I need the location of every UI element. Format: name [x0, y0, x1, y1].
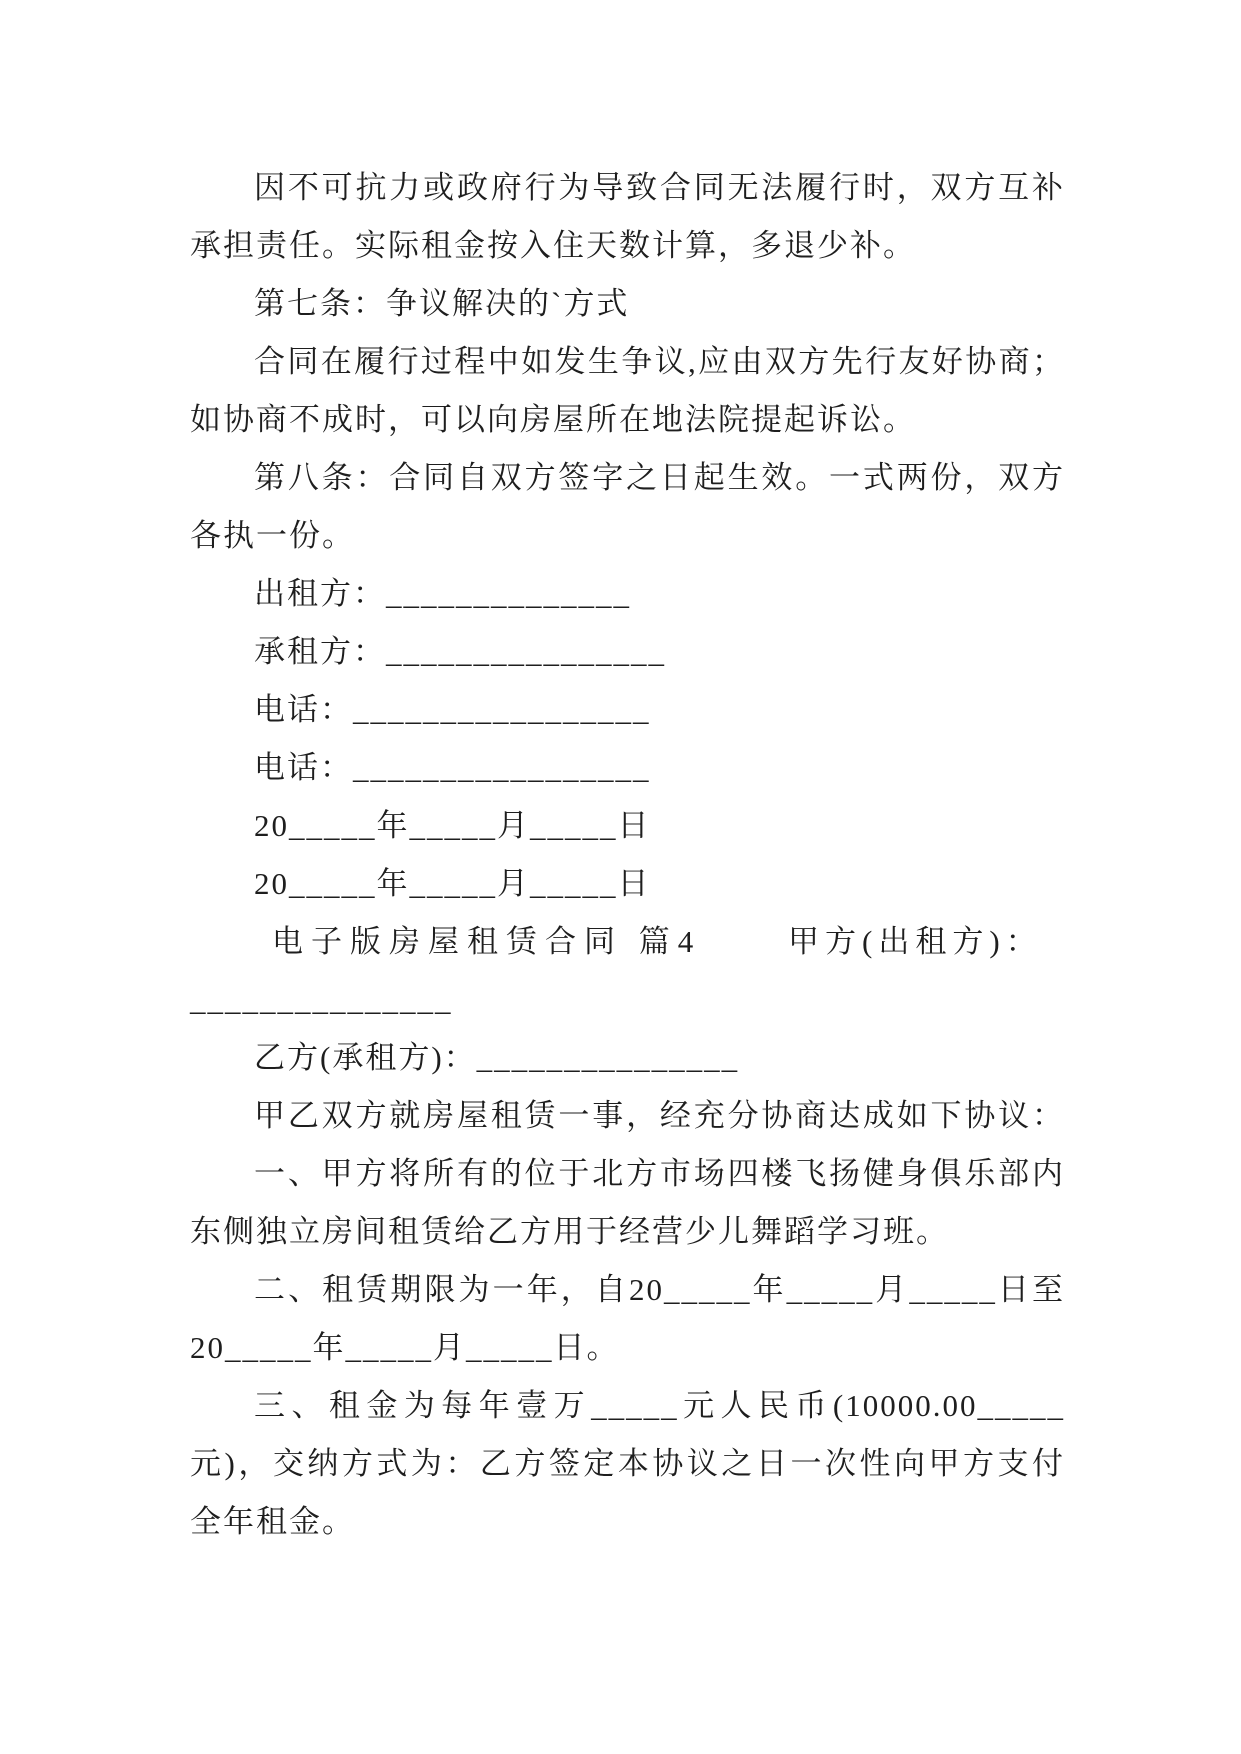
text-line: 元)，交纳方式为：乙方签定本协议之日一次性向甲方支付 [190, 1446, 1065, 1481]
party-a-blank: _______________ [190, 982, 453, 1017]
date-line: 20_____年_____月_____日 [254, 808, 651, 843]
party-b-line: 乙方(承租方)：_______________ [254, 1040, 740, 1075]
phone-line: 电话：_________________ [254, 750, 651, 785]
text-line: 因不可抗力或政府行为导致合同无法履行时，双方互补 [254, 170, 1065, 205]
text-line: 东侧独立房间租赁给乙方用于经营少儿舞蹈学习班。 [190, 1214, 949, 1249]
party-a-label: 甲方(出租方)： [788, 924, 1043, 959]
lessee-signature-line: 承租方：________________ [254, 634, 666, 669]
contract-title-row [190, 913, 1065, 971]
text-line: 二、租赁期限为一年，自20_____年_____月_____日至 [254, 1272, 1065, 1307]
text-line: 全年租金。 [190, 1504, 355, 1539]
text-line: 各执一份。 [190, 518, 355, 553]
text-line: 如协商不成时，可以向房屋所在地法院提起诉讼。 [190, 402, 916, 437]
text-line: 三、租金为每年壹万_____元人民币(10000.00_____ [254, 1388, 1065, 1423]
text-line: 承担责任。实际租金按入住天数计算，多退少补。 [190, 228, 916, 263]
document-body [190, 159, 1065, 1551]
text-line: 第八条：合同自双方签字之日起生效。一式两份，双方 [254, 460, 1065, 495]
date-line: 20_____年_____月_____日 [254, 866, 651, 901]
text-line: 一、甲方将所有的位于北方市场四楼飞扬健身俱乐部内 [254, 1156, 1065, 1191]
phone-line: 电话：_________________ [254, 692, 651, 727]
text-line: 20_____年_____月_____日。 [190, 1330, 620, 1365]
text-line: 合同在履行过程中如发生争议,应由双方先行友好协商； [254, 344, 1065, 379]
contract-title: 电子版房屋租赁合同 篇4 [272, 924, 702, 959]
clause-heading: 第七条：争议解决的`方式 [254, 286, 630, 321]
text-line: 甲乙双方就房屋租赁一事，经充分协商达成如下协议： [254, 1098, 1065, 1133]
lessor-signature-line: 出租方：______________ [254, 576, 631, 611]
